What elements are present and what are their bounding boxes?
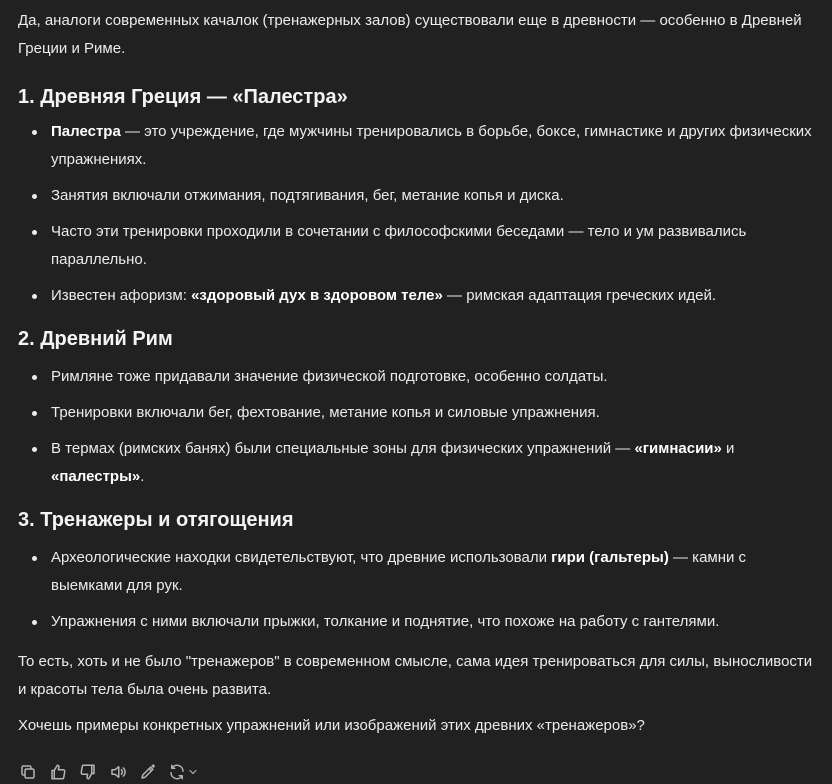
conclusion-paragraph: То есть, хоть и не было "тренажеров" в современном смысле, сама идея тренироваться для силы, выносливости и красоты тела была очень развита. [18, 653, 813, 698]
intro-paragraph: Да, аналоги современных качалок (тренажерных залов) существовали еще в древности — особенно в Древней Греции и Риме. [18, 12, 802, 57]
list-item: Часто эти тренировки проходили в сочетании с философскими беседами — тело и ум развивались параллельно. [18, 218, 818, 274]
good-response-button[interactable] [48, 762, 68, 782]
assistant-message [18, 7, 818, 748]
edit-icon [139, 763, 157, 781]
list-item: Упражнения с ними включали прыжки, толкание и поднятие, что похоже на работу с гантелями. [18, 608, 818, 636]
list-item: Палестра — это учреждение, где мужчины тренировались в борьбе, боксе, гимнастике и других физических упражнениях. [18, 118, 818, 174]
list-item: Известен афоризм: «здоровый дух в здоровом теле» — римская адаптация греческих идей. [18, 282, 818, 310]
section-list-greece [18, 118, 818, 310]
read-aloud-button[interactable] [108, 762, 128, 782]
list-item: Занятия включали отжимания, подтягивания, бег, метание копья и диска. [18, 182, 818, 210]
list-item: Археологические находки свидетельствуют, что древние использовали гири (гальтеры) — камни с выемками для рук. [18, 544, 818, 600]
copy-icon [19, 763, 37, 781]
regenerate-button[interactable] [168, 762, 200, 782]
thumbs-up-icon [49, 763, 67, 781]
question-paragraph: Хочешь примеры конкретных упражнений или изображений этих древних «тренажеров»? [18, 717, 645, 734]
section-list-equipment [18, 544, 818, 636]
section-heading-equipment: 3. Тренажеры и отягощения [18, 509, 294, 531]
speaker-icon [109, 763, 127, 781]
edit-button[interactable] [138, 762, 158, 782]
list-item: Тренировки включали бег, фехтование, метание копья и силовые упражнения. [18, 399, 818, 427]
regenerate-icon [168, 763, 186, 781]
bad-response-button[interactable] [78, 762, 98, 782]
copy-button[interactable] [18, 762, 38, 782]
section-heading-rome: 2. Древний Рим [18, 328, 173, 350]
list-item: В термах (римских банях) были специальные зоны для физических упражнений — «гимнасии» и «палестры». [18, 435, 818, 491]
chevron-down-icon [187, 766, 199, 778]
thumbs-down-icon [79, 763, 97, 781]
section-list-rome [18, 363, 818, 491]
message-actions-toolbar [18, 760, 200, 784]
list-item: Римляне тоже придавали значение физической подготовке, особенно солдаты. [18, 363, 818, 391]
section-heading-greece: 1. Древняя Греция — «Палестра» [18, 86, 348, 108]
